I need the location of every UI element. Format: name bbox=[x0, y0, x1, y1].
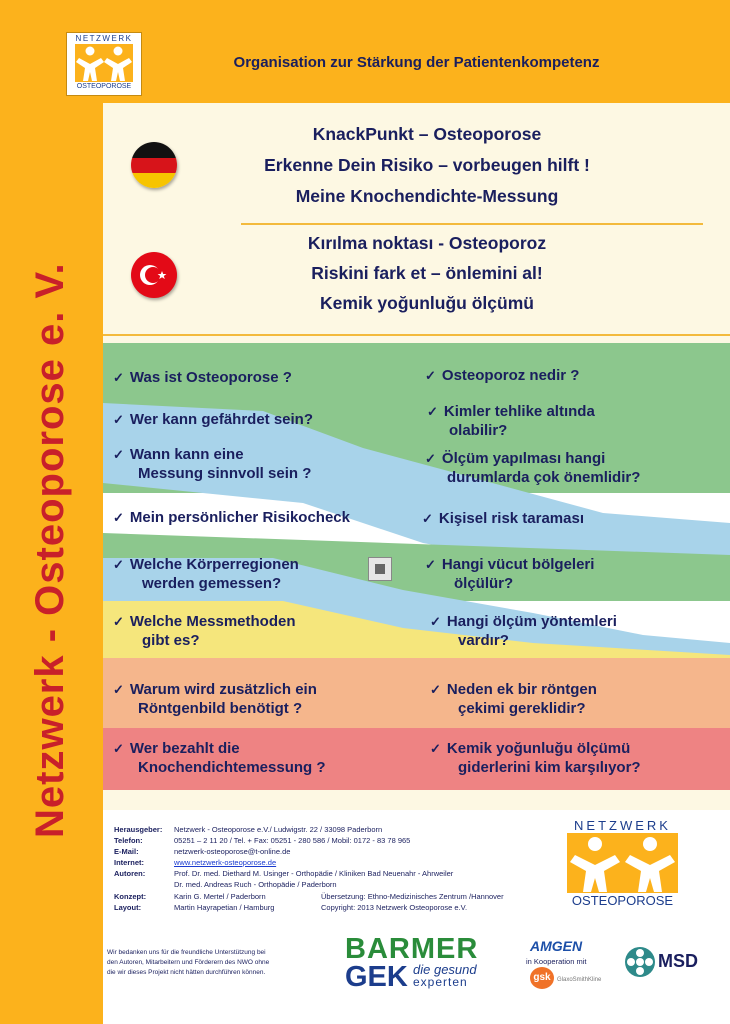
imprint-herausgeber: Herausgeber: Netzwerk - Osteoporose e.V./ Ludwigstr. 22 / 33098 Paderborn bbox=[114, 825, 383, 834]
german-headline-2: Erkenne Dein Risiko – vorbeugen hilft ! bbox=[264, 155, 590, 175]
imprint-autoren: Autoren: Prof. Dr. med. Diethard M. Usinger - Orthopädie / Kliniken Bad Neuenahr - Ahrweiler bbox=[114, 869, 454, 878]
thanks-text: Wir bedanken uns für die freundliche Unterstützung bei den Autoren, Mitarbeitern und Förderern des NWO ohne die wir dieses Projekt nicht hätten durchführen können. bbox=[107, 949, 270, 976]
question-tr-8: ✓ Kemik yoğunluğu ölçümü giderlerini kim karşılıyor? bbox=[430, 740, 641, 776]
logo-top-wordmark: NETZWERK bbox=[75, 34, 133, 43]
logo-top-subtitle: OSTEOPOROSE bbox=[76, 83, 132, 90]
vertical-title: Netzwerk - Osteoporose e. V. bbox=[28, 262, 72, 838]
question-de-2: ✓ Wer kann gefährdet sein? bbox=[113, 411, 314, 428]
question-tr-3: ✓ Ölçüm yapılması hangi durumlarda çok önemlidir? bbox=[425, 450, 641, 486]
gsk-name: GlaxoSmithKline bbox=[557, 977, 602, 983]
turkish-flag-icon bbox=[131, 252, 177, 298]
msd-symbol-icon bbox=[624, 946, 656, 978]
logo-bottom-wordmark: NETZWERK bbox=[574, 818, 671, 833]
small-square-icon bbox=[368, 557, 392, 581]
question-de-7: ✓ Warum wird zusätzlich ein Röntgenbild benötigt ? bbox=[113, 681, 317, 717]
website-link[interactable]: www.netzwerk-osteoporose.de bbox=[174, 858, 277, 867]
turkish-headline-1: Kırılma noktası - Osteoporoz bbox=[307, 233, 547, 253]
question-tr-6: ✓ Hangi ölçüm yöntemleri vardır? bbox=[430, 613, 617, 649]
question-tr-5: ✓ Hangi vücut bölgeleri ölçülür? bbox=[425, 556, 595, 592]
amgen-logo: AMGEN bbox=[530, 938, 583, 954]
kooperation-text: in Kooperation mit bbox=[526, 957, 587, 966]
imprint-copyright: Copyright: 2013 Netzwerk Osteoporose e.V. bbox=[321, 903, 468, 912]
imprint-konzept: Konzept: Karin G. Mertel / Paderborn bbox=[114, 892, 266, 901]
logo-bottom-figures-icon bbox=[565, 833, 680, 893]
imprint-internet: Internet: www.netzwerk-osteoporose.de bbox=[114, 858, 277, 867]
divider-line-2 bbox=[103, 334, 730, 336]
question-de-5: ✓ Welche Körperregionen werden gemessen? bbox=[113, 556, 299, 592]
divider-line bbox=[241, 223, 703, 225]
imprint-layout: Layout: Martin Hayrapetian / Hamburg bbox=[114, 903, 275, 912]
imprint-telefon: Telefon: 05251 – 2 11 20 / Tel. + Fax: 05251 - 280 586 / Mobil: 0172 - 83 78 965 bbox=[114, 836, 411, 845]
question-de-3: ✓ Wann kann eine Messung sinnvoll sein ? bbox=[113, 446, 312, 482]
turkish-headline-3: Kemik yoğunluğu ölçümü bbox=[320, 293, 534, 313]
question-tr-2: ✓ Kimler tehlike altında olabilir? bbox=[427, 403, 595, 439]
question-tr-7: ✓ Neden ek bir röntgen çekimi gereklidir? bbox=[430, 681, 597, 717]
imprint-email: E-Mail: netzwerk-osteoporose@t-online.de bbox=[114, 847, 291, 856]
question-de-6: ✓ Welche Messmethoden gibt es? bbox=[113, 613, 296, 649]
logo-bottom-subtitle: OSTEOPOROSE bbox=[571, 893, 674, 908]
question-tr-4: ✓ Kişisel risk taraması bbox=[422, 510, 584, 527]
gsk-logo: gsk bbox=[530, 967, 554, 989]
question-de-1: ✓ Was ist Osteoporose ? bbox=[113, 369, 292, 386]
german-flag-icon bbox=[131, 142, 177, 188]
imprint-uebersetzung: Übersetzung: Ethno-Medizinisches Zentrum /Hannover bbox=[321, 892, 504, 901]
msd-logo: MSD bbox=[658, 951, 698, 971]
question-tr-1: ✓ Osteoporoz nedir ? bbox=[425, 367, 580, 384]
imprint-autoren-2: Dr. med. Andreas Ruch - Orthopädie / Paderborn bbox=[174, 880, 337, 889]
question-de-4: ✓ Mein persönlicher Risikocheck bbox=[113, 509, 350, 526]
organisation-tagline: Organisation zur Stärkung der Patientenkompetenz bbox=[233, 54, 600, 71]
netzwerk-logo-bottom bbox=[565, 818, 680, 914]
german-headline-3: Meine Knochendichte-Messung bbox=[295, 186, 559, 206]
turkish-headline-2: Riskini fark et – önlemini al! bbox=[311, 263, 543, 283]
barmer-gek-logo: BARMER GEK die gesund experten bbox=[345, 933, 479, 993]
german-headline-1: KnackPunkt – Osteoporose bbox=[312, 124, 542, 144]
question-de-8: ✓ Wer bezahlt die Knochendichtemessung ? bbox=[113, 740, 326, 776]
top-orange-band bbox=[103, 0, 730, 103]
